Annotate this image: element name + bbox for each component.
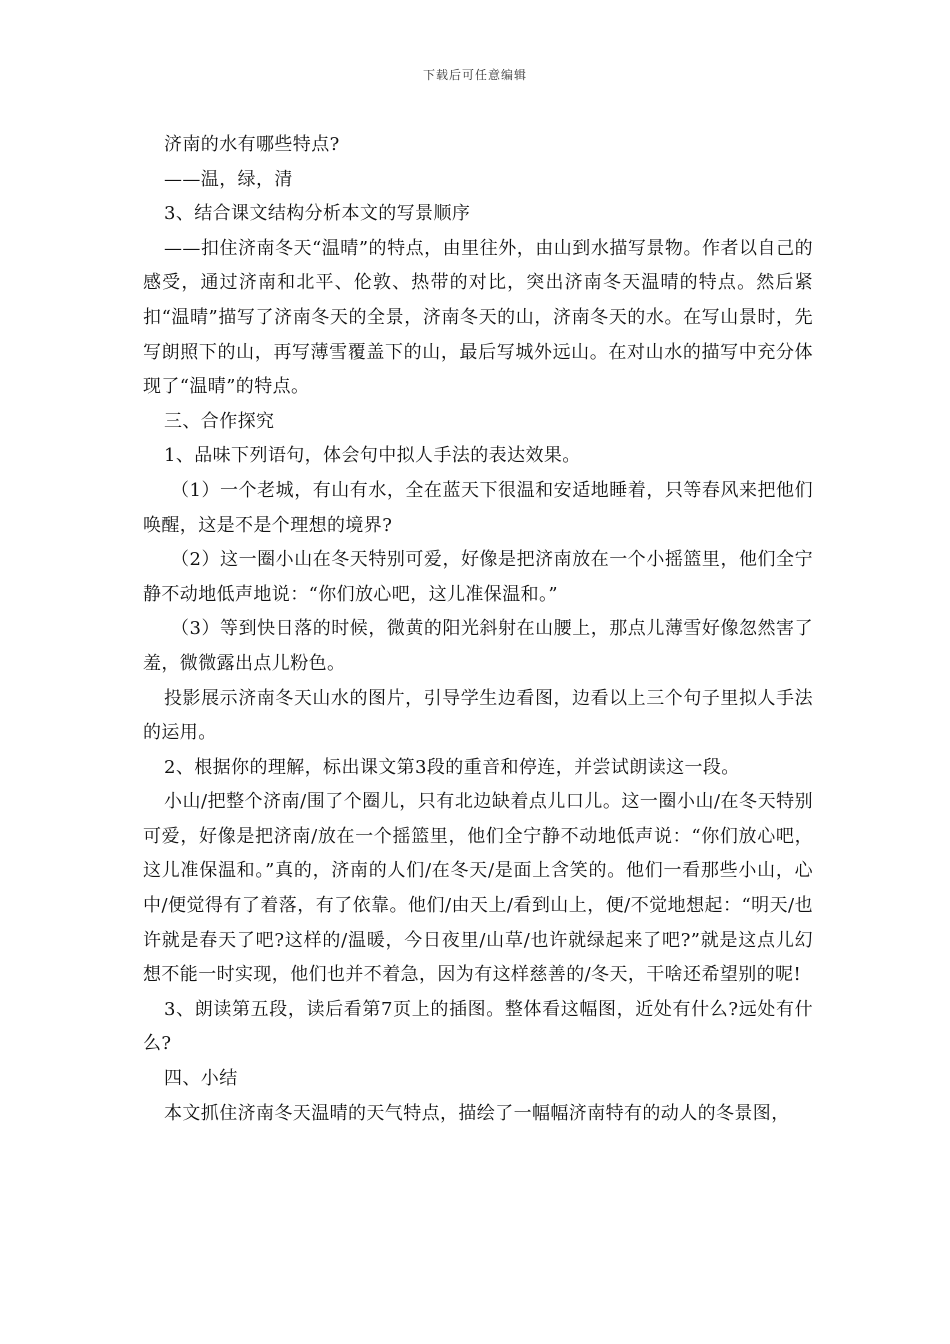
paragraph-quote-2: （2）这一圈小山在冬天特别可爱，好像是把济南放在一个小摇篮里，他们全宁静不动地低声地说：“你们放心吧，这儿准保温和。”	[143, 549, 813, 605]
section-heading-summary: 四、小结	[164, 1068, 238, 1090]
paragraph-water-question: 济南的水有哪些特点?	[164, 134, 340, 155]
document-body	[143, 128, 813, 1131]
paragraph-quote-3: （3）等到快日落的时候，微黄的阳光斜射在山腰上，那点儿薄雪好像忽然害了羞，微微露出点儿粉色。	[143, 618, 813, 674]
paragraph-projection-guide: 投影展示济南冬天山水的图片，引导学生边看图，边看以上三个句子里拟人手法的运用。	[143, 687, 813, 744]
paragraph-summary-text: 本文抓住济南冬天温晴的天气特点，描绘了一幅幅济南特有的动人的冬景图，	[164, 1102, 790, 1124]
paragraph-item-3-heading: 3、结合课文结构分析本文的写景顺序	[164, 203, 471, 225]
paragraph-item-3-reading: 3、朗读第五段，读后看第7页上的插图。整体看这幅图，近处有什么?远处有什么?	[143, 998, 813, 1055]
paragraph-item-1-heading: 1、品味下列语句，体会句中拟人手法的表达效果。	[164, 445, 581, 467]
paragraph-item-2-heading: 2、根据你的理解，标出课文第3段的重音和停连，并尝试朗读这一段。	[164, 756, 740, 778]
paragraph-scene-order-analysis: ——扣住济南冬天“温晴”的特点，由里往外，由山到水描写景物。作者以自己的感受，通过济南和北平、伦敦、热带的对比，突出济南冬天温晴的特点。然后紧扣“温晴”描写了济南冬天的全景，济南冬天的山，济南冬天的水。在写山景时，先写朗照下的山，再写薄雪覆盖下的山，最后写城外远山。在对山水的描写中充分体现了“温晴”的特点。	[143, 237, 813, 398]
paragraph-marked-reading: 小山/把整个济南/围了个圈儿，只有北边缺着点儿口儿。这一圈小山/在冬天特别可爱，好像是把济南/放在一个摇篮里，他们全宁静不动地低声说：“你们放心吧，这儿准保温和。”真的，济南的人们/在冬天/是面上含笑的。他们一看那些小山，心中/便觉得有了着落，有了依靠。他们/由天上/看到山上，便/不觉地想起：“明天/也许就是春天了吧?这样的/温暖，今日夜里/山草/也许就绿起来了吧?”就是这点儿幻想不能一时实现，他们也并不着急，因为有这样慈善的/冬天，干啥还希望别的呢!	[143, 791, 813, 986]
paragraph-quote-1: （1）一个老城，有山有水，全在蓝天下很温和安适地睡着，只等春风来把他们唤醒，这是不是个理想的境界?	[143, 479, 813, 536]
page-header-note: 下载后可任意编辑	[422, 68, 527, 82]
section-heading-cooperative-inquiry: 三、合作探究	[164, 410, 275, 432]
paragraph-water-answer: ——温，绿，清	[164, 168, 293, 190]
